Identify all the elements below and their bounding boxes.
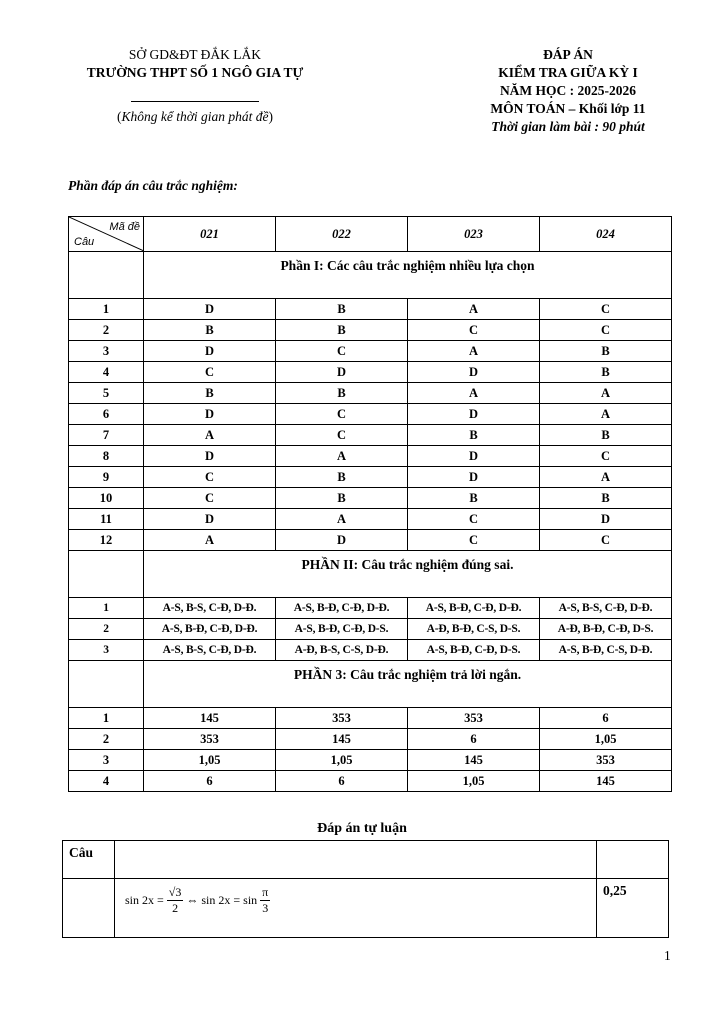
answer-cell: C	[540, 320, 672, 341]
table-row	[69, 320, 672, 341]
answer-cell: D	[144, 446, 276, 467]
answer-cell: D	[276, 530, 408, 551]
table-row	[69, 619, 672, 640]
answer-cell: C	[144, 467, 276, 488]
exam-duration: Thời gian làm bài : 90 phút	[491, 119, 645, 134]
code-header-label: Mã đề	[109, 221, 140, 233]
answer-cell: A-S, B-S, C-Đ, D-Đ.	[144, 640, 276, 661]
question-number: 1	[69, 598, 144, 619]
question-number: 12	[69, 530, 144, 551]
answer-cell: D	[408, 467, 540, 488]
answer-cell: A	[276, 509, 408, 530]
answer-cell: 353	[408, 708, 540, 729]
answer-cell: 1,05	[408, 771, 540, 792]
question-number: 3	[69, 640, 144, 661]
question-number: 3	[69, 750, 144, 771]
answer-cell: A-Đ, B-S, C-S, D-Đ.	[276, 640, 408, 661]
answer-cell: D	[540, 509, 672, 530]
doc-type: ĐÁP ÁN	[543, 47, 593, 62]
answer-cell: 1,05	[540, 729, 672, 750]
table-row	[69, 708, 672, 729]
answer-cell: A	[540, 404, 672, 425]
answer-cell: C	[144, 362, 276, 383]
answer-table	[68, 216, 672, 792]
answer-cell: A	[540, 467, 672, 488]
part-empty-cell	[69, 661, 144, 708]
diagonal-header-cell	[69, 217, 144, 252]
question-header-label: Câu	[74, 236, 95, 248]
table-row	[69, 404, 672, 425]
answer-cell: A	[408, 341, 540, 362]
essay-score-cell: 0,25	[597, 879, 669, 938]
answer-cell: B	[540, 488, 672, 509]
answer-cell: C	[540, 530, 672, 551]
table-row	[69, 446, 672, 467]
school-year: NĂM HỌC : 2025-2026	[499, 83, 637, 98]
answer-cell: B	[144, 383, 276, 404]
essay-content-header	[115, 841, 597, 879]
answer-cell: 353	[540, 750, 672, 771]
table-row	[69, 598, 672, 619]
answer-cell: 1,05	[276, 750, 408, 771]
answer-cell: C	[408, 320, 540, 341]
answer-cell: 145	[276, 729, 408, 750]
table-row	[69, 362, 672, 383]
question-number: 8	[69, 446, 144, 467]
answer-cell: C	[540, 299, 672, 320]
essay-header-row	[63, 841, 669, 879]
time-note: (Không kể thời gian phát đề)	[116, 109, 274, 124]
answer-cell: B	[540, 341, 672, 362]
answer-cell: A-S, B-Đ, C-Đ, D-Đ.	[276, 598, 408, 619]
table-row	[69, 383, 672, 404]
answer-cell: A-S, B-Đ, C-S, D-Đ.	[540, 640, 672, 661]
answer-cell: A	[144, 425, 276, 446]
answer-cell: 1,05	[144, 750, 276, 771]
table-header-row	[69, 217, 672, 252]
answer-cell: 145	[408, 750, 540, 771]
answer-cell: B	[144, 320, 276, 341]
table-row	[69, 530, 672, 551]
answer-cell: 6	[408, 729, 540, 750]
header-left	[60, 46, 330, 126]
answer-cell: B	[276, 467, 408, 488]
question-number: 2	[69, 320, 144, 341]
question-number: 7	[69, 425, 144, 446]
answer-cell: B	[408, 488, 540, 509]
answer-cell: D	[408, 446, 540, 467]
answer-cell: 6	[540, 708, 672, 729]
answer-cell: D	[144, 509, 276, 530]
essay-question-header: Câu	[63, 841, 115, 879]
essay-title: Đáp án tự luận	[317, 821, 407, 836]
page-number: 1	[664, 948, 671, 963]
section-label: Phần đáp án câu trắc nghiệm:	[68, 178, 238, 193]
code-023-header: 023	[408, 217, 540, 252]
question-number: 4	[69, 362, 144, 383]
answer-cell: B	[276, 383, 408, 404]
question-number: 2	[69, 619, 144, 640]
answer-cell: B	[408, 425, 540, 446]
answer-cell: B	[276, 299, 408, 320]
essay-score-header	[597, 841, 669, 879]
question-number: 5	[69, 383, 144, 404]
answer-cell: C	[408, 509, 540, 530]
answer-cell: D	[144, 404, 276, 425]
essay-formula: sin 2x = $\frac{√3}{2}$ ⇔ sin 2x = sin $\frac{\pi}{3}$	[125, 885, 269, 915]
code-021-header: 021	[144, 217, 276, 252]
answer-cell: B	[276, 320, 408, 341]
answer-cell: B	[276, 488, 408, 509]
subject-grade: MÔN TOÁN – Khối lớp 11	[490, 101, 646, 116]
school-name: TRƯỜNG THPT SỐ 1 NGÔ GIA TỰ	[86, 65, 304, 80]
answer-cell: C	[408, 530, 540, 551]
answer-cell: A	[276, 446, 408, 467]
table-row	[69, 467, 672, 488]
answer-cell: D	[408, 404, 540, 425]
part3-title-row-label: PHẦN 3: Câu trắc nghiệm trả lời ngắn.	[144, 661, 672, 708]
answer-cell: 353	[276, 708, 408, 729]
essay-question-cell	[63, 879, 115, 938]
answer-cell: C	[144, 488, 276, 509]
table-row	[69, 771, 672, 792]
answer-cell: A-S, B-Đ, C-Đ, D-Đ.	[408, 598, 540, 619]
header-right	[448, 46, 688, 136]
answer-cell: A-Đ, B-Đ, C-S, D-S.	[408, 619, 540, 640]
answer-cell: C	[276, 425, 408, 446]
question-number: 3	[69, 341, 144, 362]
answer-cell: A-Đ, B-Đ, C-Đ, D-S.	[540, 619, 672, 640]
answer-cell: C	[540, 446, 672, 467]
part3-title-row	[69, 661, 672, 708]
answer-cell: 6	[276, 771, 408, 792]
answer-cell: A-S, B-Đ, C-Đ, D-S.	[408, 640, 540, 661]
part-empty-cell	[69, 551, 144, 598]
code-024-header: 024	[540, 217, 672, 252]
question-number: 11	[69, 509, 144, 530]
answer-cell: 145	[540, 771, 672, 792]
table-row	[69, 729, 672, 750]
table-row	[69, 299, 672, 320]
question-number: 10	[69, 488, 144, 509]
answer-cell: A-S, B-Đ, C-Đ, D-Đ.	[144, 619, 276, 640]
part1-title-row-label: Phần I: Các câu trắc nghiệm nhiều lựa chọn	[144, 252, 672, 299]
answer-cell: 353	[144, 729, 276, 750]
answer-cell: A-S, B-S, C-Đ, D-Đ.	[540, 598, 672, 619]
question-number: 4	[69, 771, 144, 792]
answer-cell: C	[276, 404, 408, 425]
table-row	[69, 341, 672, 362]
part-empty-cell	[69, 252, 144, 299]
part2-title-row-label: PHẦN II: Câu trắc nghiệm đúng sai.	[144, 551, 672, 598]
part1-title-row	[69, 252, 672, 299]
essay-table	[62, 840, 669, 938]
table-row	[69, 425, 672, 446]
answer-cell: D	[276, 362, 408, 383]
question-number: 2	[69, 729, 144, 750]
answer-cell: A	[408, 383, 540, 404]
answer-cell: 6	[144, 771, 276, 792]
question-number: 9	[69, 467, 144, 488]
answer-cell: C	[276, 341, 408, 362]
answer-cell: D	[144, 341, 276, 362]
code-022-header: 022	[276, 217, 408, 252]
answer-cell: A	[540, 383, 672, 404]
essay-content-cell	[115, 879, 597, 938]
answer-cell: D	[408, 362, 540, 383]
answer-cell: B	[540, 362, 672, 383]
question-number: 1	[69, 708, 144, 729]
header-divider	[131, 101, 259, 102]
answer-cell: A-S, B-S, C-Đ, D-Đ.	[144, 598, 276, 619]
answer-cell: A-S, B-Đ, C-Đ, D-S.	[276, 619, 408, 640]
answer-cell: A	[144, 530, 276, 551]
table-row	[69, 488, 672, 509]
question-number: 6	[69, 404, 144, 425]
answer-cell: 145	[144, 708, 276, 729]
exam-name: KIỂM TRA GIỮA KỲ I	[498, 65, 638, 80]
part2-title-row	[69, 551, 672, 598]
answer-cell: D	[144, 299, 276, 320]
answer-cell: A	[408, 299, 540, 320]
table-row	[69, 750, 672, 771]
table-row	[69, 640, 672, 661]
department-name: SỞ GD&ĐT ĐẮK LẮK	[128, 47, 262, 62]
answer-cell: B	[540, 425, 672, 446]
question-number: 1	[69, 299, 144, 320]
essay-row	[63, 879, 669, 938]
table-row	[69, 509, 672, 530]
